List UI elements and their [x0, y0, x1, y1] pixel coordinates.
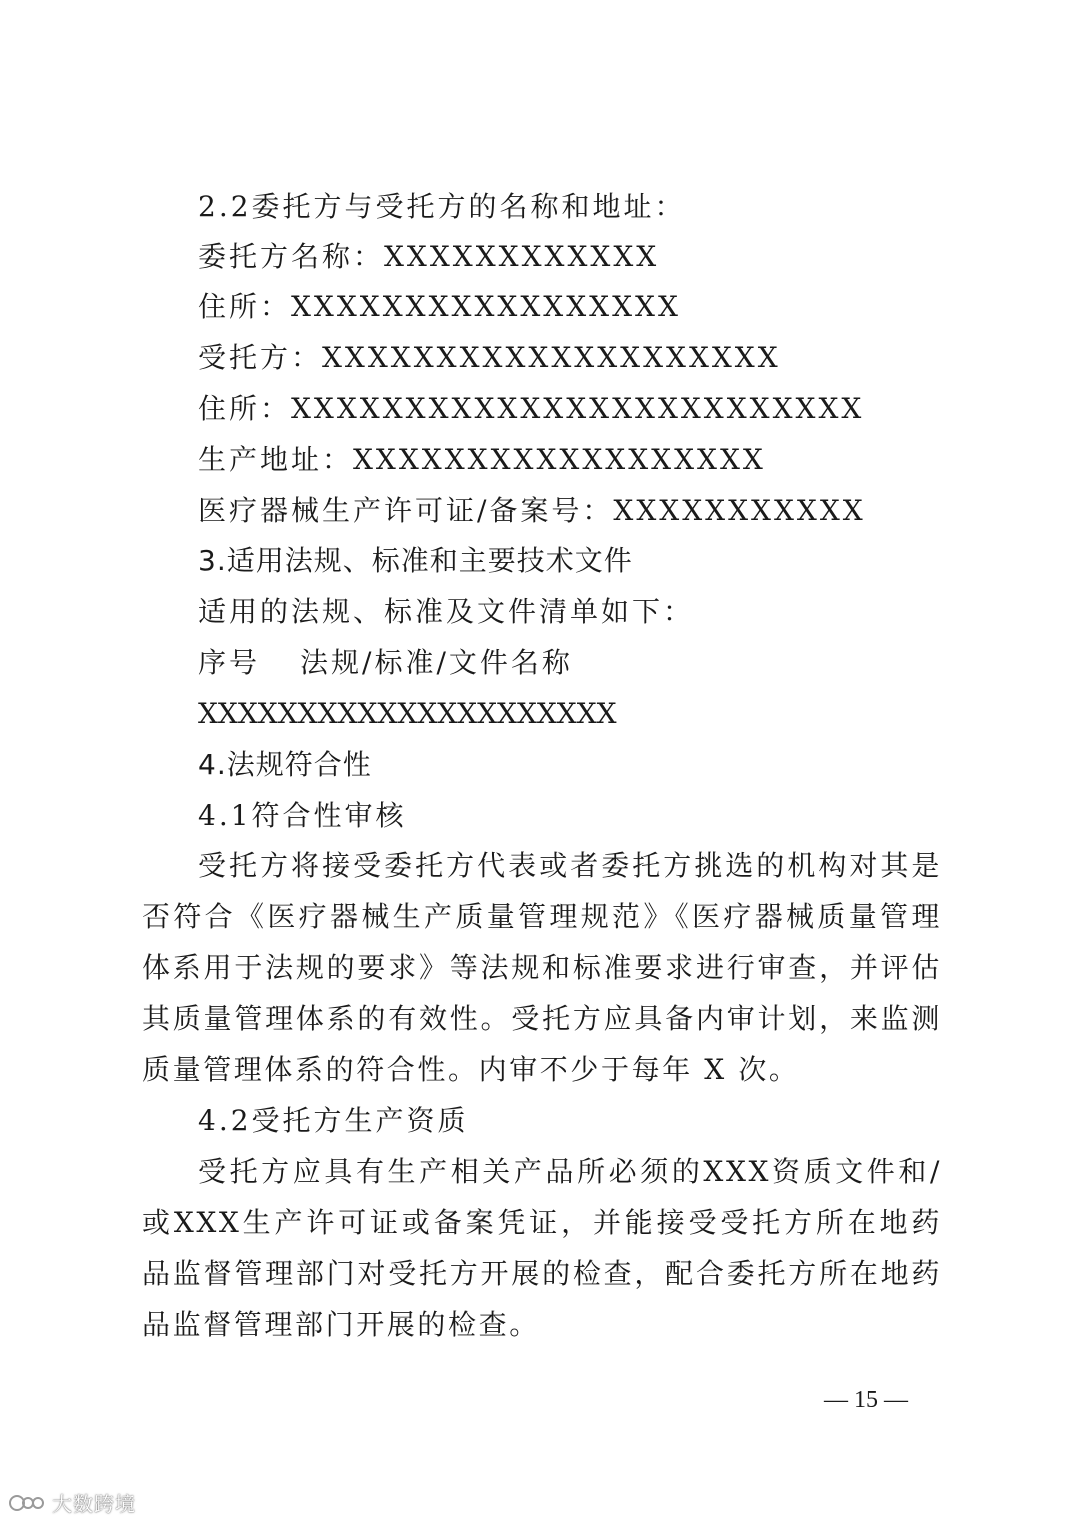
- s42-title: 4.2受托方生产资质: [198, 1104, 469, 1137]
- client-address: 住所：XXXXXXXXXXXXXXXXX: [198, 290, 681, 323]
- watermark: [8, 1488, 136, 1517]
- contractor-address: 住所：XXXXXXXXXXXXXXXXXXXXXXXXX: [198, 392, 865, 425]
- s4-heading: 4.法规符合性: [198, 748, 372, 781]
- s41-body: 受托方将接受委托方代表或者委托方挑选的机构对其是否符合《医疗器械生产质量管理规范》《医疗器械质量管理体系用于法规的要求》等法规和标准要求进行审查，并评估其质量管理体系的有效性。受托方应具备内审计划，来监测质量管理体系的符合性。内审不少于每年 X 次。: [142, 849, 942, 1086]
- s41-title: 4.1符合性审核: [198, 799, 407, 832]
- watermark-text: 大数跨境: [52, 1492, 136, 1516]
- s22-title: 2.2委托方与受托方的名称和地址：: [198, 190, 686, 223]
- s3-heading: 3.适用法规、标准和主要技术文件: [198, 544, 633, 577]
- s42-body: 受托方应具有生产相关产品所必须的XXX资质文件和/或XXX生产许可证或备案凭证，并能接受受托方所在地药品监督管理部门对受托方开展的检查，配合委托方所在地药品监督管理部门开展的检查。: [142, 1155, 942, 1341]
- client-name: 委托方名称：XXXXXXXXXXXX: [198, 240, 660, 273]
- s3-intro: 适用的法规、标准及文件清单如下：: [198, 595, 695, 628]
- table-col-name: 法规/标准/文件名称: [300, 646, 573, 679]
- table-row: XXXXXXXXXXXXXXXXXXXXX: [198, 697, 617, 730]
- license-number: 医疗器械生产许可证/备案号：XXXXXXXXXXX: [198, 494, 866, 527]
- watermark-logo-icon: [8, 1492, 46, 1514]
- table-col-index: 序号: [198, 646, 261, 679]
- table-header: [198, 646, 573, 680]
- production-address: 生产地址：XXXXXXXXXXXXXXXXXX: [198, 443, 766, 476]
- page-number: — 15 —: [824, 1387, 908, 1413]
- contractor-name: 受托方：XXXXXXXXXXXXXXXXXXXX: [198, 341, 781, 374]
